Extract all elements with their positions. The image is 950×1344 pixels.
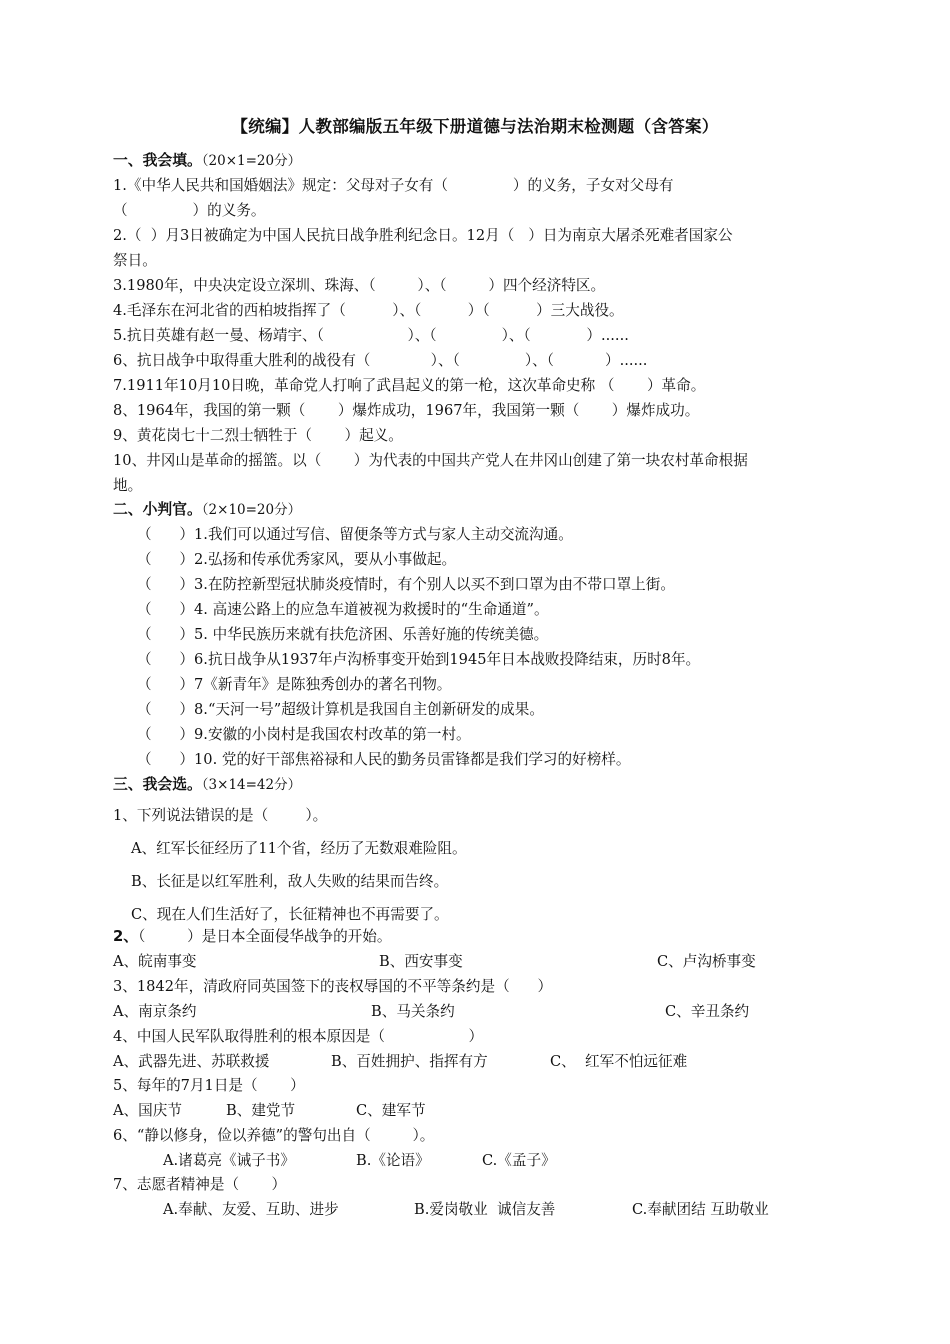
judge-item-9: （ ）9.安徽的小岗村是我国农村改革的第一村。	[137, 726, 471, 743]
judge-item-6: （ ）6.抗日战争从1937年卢沟桥事变开始到1945年日本战败投降结束，历时8年。	[137, 651, 701, 668]
q6-option-a: A.诸葛亮《诫子书》	[163, 1152, 295, 1169]
q2-option-b: B、西安事变	[379, 953, 463, 970]
q7-option-c: C.奉献团结 互助敬业	[632, 1201, 769, 1218]
q7-option-a: A.奉献、友爱、互助、进步	[163, 1201, 339, 1218]
q1-stem: 1、下列说法错误的是（ ）。	[113, 807, 328, 824]
fill-line-7: 5.抗日英雄有赵一曼、杨靖宇、（ ）、（ ）、（ ）......	[113, 327, 629, 344]
section1-heading: 一、我会填。	[113, 152, 202, 169]
section2-heading: 二、小判官。	[113, 501, 202, 518]
section2-points: （2×10=20分）	[201, 502, 302, 518]
q3-option-a: A、南京条约	[113, 1003, 197, 1020]
q4-option-b: B、百姓拥护、指挥有方	[331, 1053, 488, 1070]
fill-line-11: 9、黄花岗七十二烈士牺牲于（ ）起义。	[113, 427, 403, 444]
judge-item-7: （ ）7《新青年》是陈独秀创办的著名刊物。	[137, 676, 452, 693]
q3-option-c: C、辛丑条约	[665, 1003, 750, 1020]
q5-option-b: B、建党节	[226, 1102, 296, 1119]
judge-item-8: （ ）8.“天河一号”超级计算机是我国自主创新研发的成果。	[137, 701, 544, 718]
q1-option-c: C、现在人们生活好了，长征精神也不再需要了。	[131, 906, 449, 923]
q6-option-c: C.《孟子》	[482, 1152, 556, 1169]
judge-item-1: （ ）1.我们可以通过写信、留便条等方式与家人主动交流沟通。	[137, 526, 573, 543]
q1-option-a: A、红军长征经历了11个省，经历了无数艰难险阻。	[131, 840, 467, 857]
section3-heading: 三、我会选。	[113, 776, 202, 793]
q3-stem: 3、1842年，清政府同英国签下的丧权辱国的不平等条约是（ ）	[113, 978, 553, 995]
fill-line-12: 10、井冈山是革命的摇篮。以（ ）为代表的中国共产党人在井冈山创建了第一块农村革命根据	[113, 452, 748, 469]
q7-option-b: B.爱岗敬业 诚信友善	[414, 1201, 556, 1218]
judge-item-3: （ ）3.在防控新型冠状肺炎疫情时，有个别人以买不到口罩为由不带口罩上街。	[137, 576, 675, 593]
q1-option-b: B、长征是以红军胜利，敌人失败的结果而告终。	[131, 873, 449, 890]
judge-item-2: （ ）2.弘扬和传承优秀家风，要从小事做起。	[137, 551, 457, 568]
q2-stem-text: （ ）是日本全面侵华战争的开始。	[138, 928, 392, 945]
judge-item-4: （ ）4. 高速公路上的应急车道被视为救援时的“生命通道”。	[137, 601, 549, 618]
fill-line-13: 地。	[113, 477, 143, 494]
q4-stem: 4、中国人民军队取得胜利的根本原因是（ ）	[113, 1028, 484, 1045]
q2-option-c: C、卢沟桥事变	[657, 953, 756, 970]
q2-stem	[113, 928, 391, 946]
section3-points: （3×14=42分）	[201, 777, 302, 793]
q5-option-a: A、国庆节	[113, 1102, 182, 1119]
fill-line-8: 6、抗日战争中取得重大胜利的战役有（ ）、（ ）、（ ）......	[113, 352, 648, 369]
judge-item-10: （ ）10. 党的好干部焦裕禄和人民的勤务员雷锋都是我们学习的好榜样。	[137, 751, 631, 768]
q4-option-c: C、 红军不怕远征难	[550, 1053, 688, 1070]
section2-header	[113, 501, 301, 519]
fill-line-2: （ ）的义务。	[113, 202, 266, 219]
q2-option-a: A、皖南事变	[113, 953, 197, 970]
q2-number: 2、	[113, 928, 139, 945]
q4-option-a: A、武器先进、苏联救援	[113, 1053, 270, 1070]
fill-line-6: 4.毛泽东在河北省的西柏坡指挥了（ ）、（ ）（ ）三大战役。	[113, 302, 624, 319]
fill-line-4: 祭日。	[113, 252, 157, 269]
section1-header	[113, 152, 301, 170]
section1-points: （20×1=20分）	[201, 153, 302, 169]
q5-stem: 5、每年的7月1日是（ ）	[113, 1077, 305, 1094]
page-title: 【统编】人教部编版五年级下册道德与法治期末检测题（含答案）	[231, 117, 719, 136]
q5-option-c: C、建军节	[356, 1102, 426, 1119]
q7-stem: 7、志愿者精神是（ ）	[113, 1176, 287, 1193]
fill-line-5: 3.1980年，中央决定设立深圳、珠海、（ ）、（ ）四个经济特区。	[113, 277, 606, 294]
q6-option-b: B.《论语》	[356, 1152, 430, 1169]
judge-item-5: （ ）5. 中华民族历来就有扶危济困、乐善好施的传统美德。	[137, 626, 549, 643]
fill-line-9: 7.1911年10月10日晚，革命党人打响了武昌起义的第一枪，这次革命史称 （ ）革命。	[113, 377, 706, 394]
section3-header	[113, 776, 301, 794]
q6-stem: 6、“静以修身，俭以养德”的警句出自（ ）。	[113, 1127, 435, 1144]
fill-line-10: 8、1964年，我国的第一颗（ ）爆炸成功，1967年，我国第一颗（ ）爆炸成功。	[113, 402, 700, 419]
fill-line-3: 2.（ ）月3日被确定为中国人民抗日战争胜利纪念日。12月（ ）日为南京大屠杀死难者国家公	[113, 227, 733, 244]
fill-line-1: 1.《中华人民共和国婚姻法》规定：父母对子女有（ ）的义务，子女对父母有	[113, 177, 674, 194]
q3-option-b: B、马关条约	[371, 1003, 455, 1020]
